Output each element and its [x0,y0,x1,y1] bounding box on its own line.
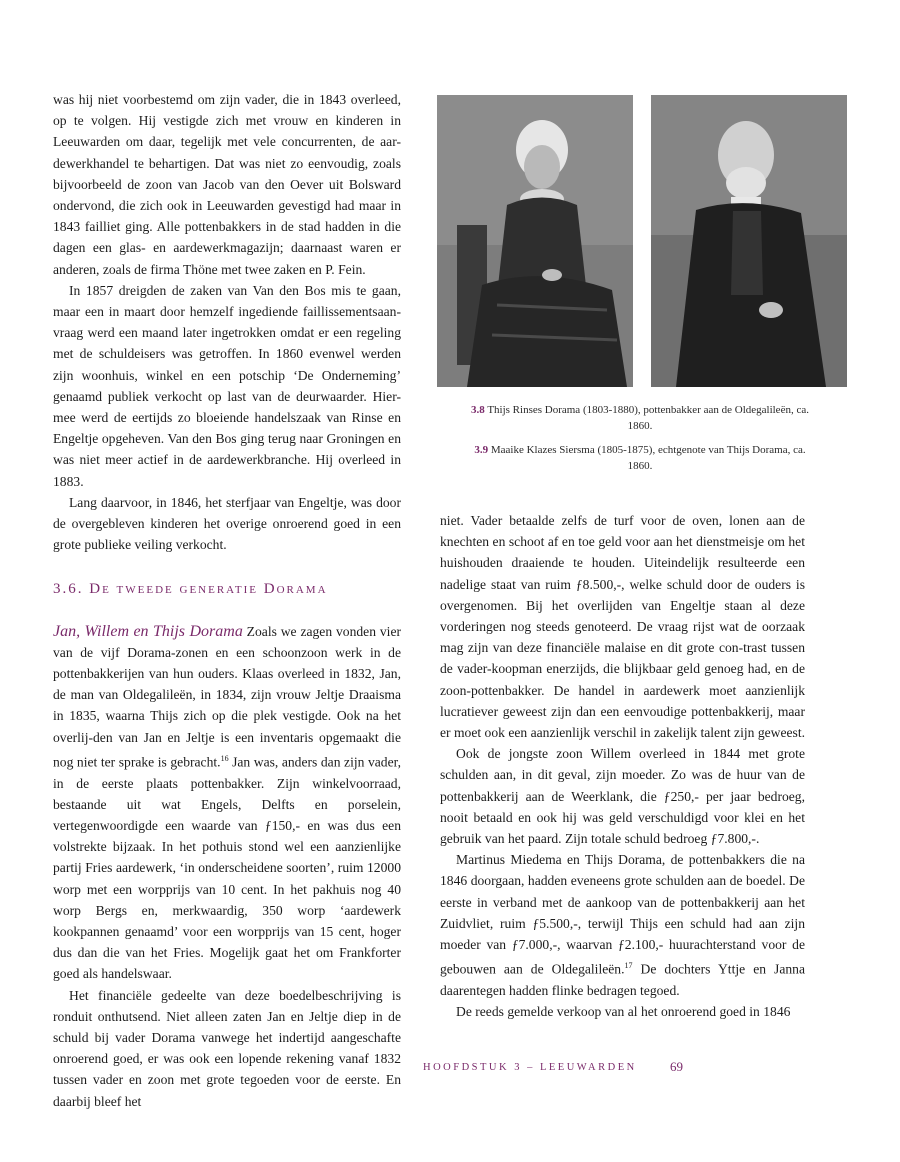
caption-number: 3.8 [471,404,485,416]
section-heading: 3.6. De tweede generatie Dorama [53,581,328,598]
photo-caption [470,402,810,434]
photo-caption [470,442,810,474]
portrait-woman-image [437,95,633,387]
paragraph: Ook de jongste zoon Willem overleed in 1844 met grote schulden aan, in dit geval, zijn moeder. Zo was de huur van de pottenbakkerij aan de Weerklank, die ƒ250,- per jaar bedroeg, nooit betaald en ook hij was geld verschuldigd voor klei en het gebruik van het paard. Zijn totale schuld bedroeg ƒ7.800,-. [440,746,805,847]
paragraph: Lang daarvoor, in 1846, het sterfjaar van Engeltje, was door de overgebleven kinderen het overige onroerend goed in een grote publieke veiling verkocht. [53,494,401,553]
paragraph: was hij niet voorbestemd om zijn vader, die in 1843 overleed, op te volgen. Hij vestigde zich met vrouw en kinderen in Leeuwarden om daar, tegelijk met vele concurrenten, de aar-dewerkhandel te behartigen. Dat was niet zo eenvoudig, zoals bijvoorbeeld de zoon van Jacob van den Oever uit Bolsward ondervond, die zich ook in Leeuwarden gevestigd had maar in 1843 failliet ging. Alle pottenbakkers in de stad hadden in die dagen een glas- en aardewerkmagazijn; daarnaast waren er anderen, zoals de firma Thöne met twee zaken en P. Fein. [53,92,401,277]
photo-woman-portrait [437,95,633,387]
paragraph: niet. Vader betaalde zelfs de turf voor de oven, lonen aan de knechten en schoot af en toe geld voor aan het dienstmeisje om het huishouden draaiende te houden. Uiteindelijk resulteerde een nadelige staat van ruim ƒ8.500,-, welke schuld door de ouders is overgenomen. Bij het overlijden van Engeltje staan al deze vorderingen nog steeds genoteerd. De vraag rijst wat de oorzaak mag zijn van deze financiële malaise en dit grote con-trast tussen de vader-koopman enerzijds, die blijkbaar geld genoeg had, en de zoon-pottenbakker. De handel in aardewerk moet aanzienlijk lucratiever geweest zijn dan een eenvoudige pottenbakkerij, maar er moet ook een aanzienlijk verschil in zakelijk talent zijn geweest. [440,513,806,741]
left-column [53,89,401,1112]
footnote-marker: 17 [624,961,633,971]
paragraph [440,849,805,1001]
footnote-marker: 16 [220,753,229,763]
right-column [440,510,805,1022]
subhead: Jan, Willem en Thijs Dorama [53,622,243,640]
portrait-man-image [651,95,847,387]
caption-text: Maaike Klazes Siersma (1805-1875), echtgenote van Thijs Dorama, ca. 1860. [488,444,806,472]
page-number: 69 [670,1059,683,1074]
paragraph: In 1857 dreigden de zaken van Van den Bos mis te gaan, maar een in maart door hemzelf ingediende faillissementsaan-vraag werd een maand later ingetrokken omdat er een regeling met de schuldeisers was getroffen. In 1860 evenwel werden zijn woonhuis, winkel en een potschip ‘De Onderneming’ genaamd publiek verkocht op last van de deurwaarder. Hier-mee werd de eertijds zo bloeiende handelszaak van Rinse en Engeltje opgeheven. Van den Bos ging terug naar Groningen en was niet meer actief in de aardewerkbranche. Hij overleed in 1883. [53,282,401,489]
paragraph-text: De dochters Yttje en Janna daarentegen hadden flinke bedragen tegoed. [440,961,805,998]
photo-man-portrait [651,95,847,387]
paragraph [53,621,401,985]
paragraph-text: Zoals we zagen vonden vier van de vijf Dorama-zonen en een schoonzoon werk in de pottenbakkerijen van hun ouders. Klaas overleed in 1832, Jan, de man van Oldegalileën, in 1834, zijn vrouw Jeltje Draaisma in 1835, waarna Thijs zich op die plek vestigde. Ook na het overlij-den van Jan en Jeltje is een inventaris opgemaakt die nog niet ter sprake is gebracht. [53,623,402,770]
caption-text: Thijs Rinses Dorama (1803-1880), pottenbakker aan de Oldegalileën, ca. 1860. [484,404,809,432]
running-footer: HOOFDSTUK 3 – LEEUWARDEN [423,1062,637,1073]
paragraph: Het financiële gedeelte van deze boedelbeschrijving is ronduit onthutsend. Niet alleen zaten Jan en Jeltje diep in de schuld bij vader Dorama vanwege het indertijd aangeschafte onroerend goed, er was ook een lopende rekening vanaf 1832 tussen vader en zoon met grote tegoeden voor de eerste. En daarbij bleef het [53,987,401,1109]
paragraph-text: Jan was, anders dan zijn vader, in de eerste plaats pottenbakker. Zijn winkelvoorraad, bestaande uit wat Engels, Delfts en porselein, vertegenwoordigde een waarde van ƒ150,- en was dus een volstrekte bijzaak. In het pothuis stond wel een aanzienlijke partij Fries aardewerk, ‘in onderscheidene soorten’, ruim 12000 worp met een worpprijs van 10 cent. In het pakhuis nog 40 worp Bergs en, merkwaardig, 350 worp ‘aardewerk kookpannen genaamd’ voor een worpprijs van 15 cent, hoger dus dan die van het Fries. Mogelijk gaat het om Frankforter goed als handelswaar. [53,754,401,982]
paragraph: De reeds gemelde verkoop van al het onroerend goed in 1846 [456,1004,791,1020]
caption-number: 3.9 [474,444,489,456]
paragraph-text: Martinus Miedema en Thijs Dorama, de pottenbakkers die na 1846 doorgaan, hadden eveneens grote schulden aan de boedel. De eerste in verband met de aankoop van de pottenbakkerij aan het Zuidvliet, ruim ƒ5.500,-, terwijl Thijs een schuld had aan zijn moeder van ƒ7.000,-, waarvan ƒ2.100,- huurachterstand voor de gebouwen aan de Oldegalileën. [440,852,805,977]
